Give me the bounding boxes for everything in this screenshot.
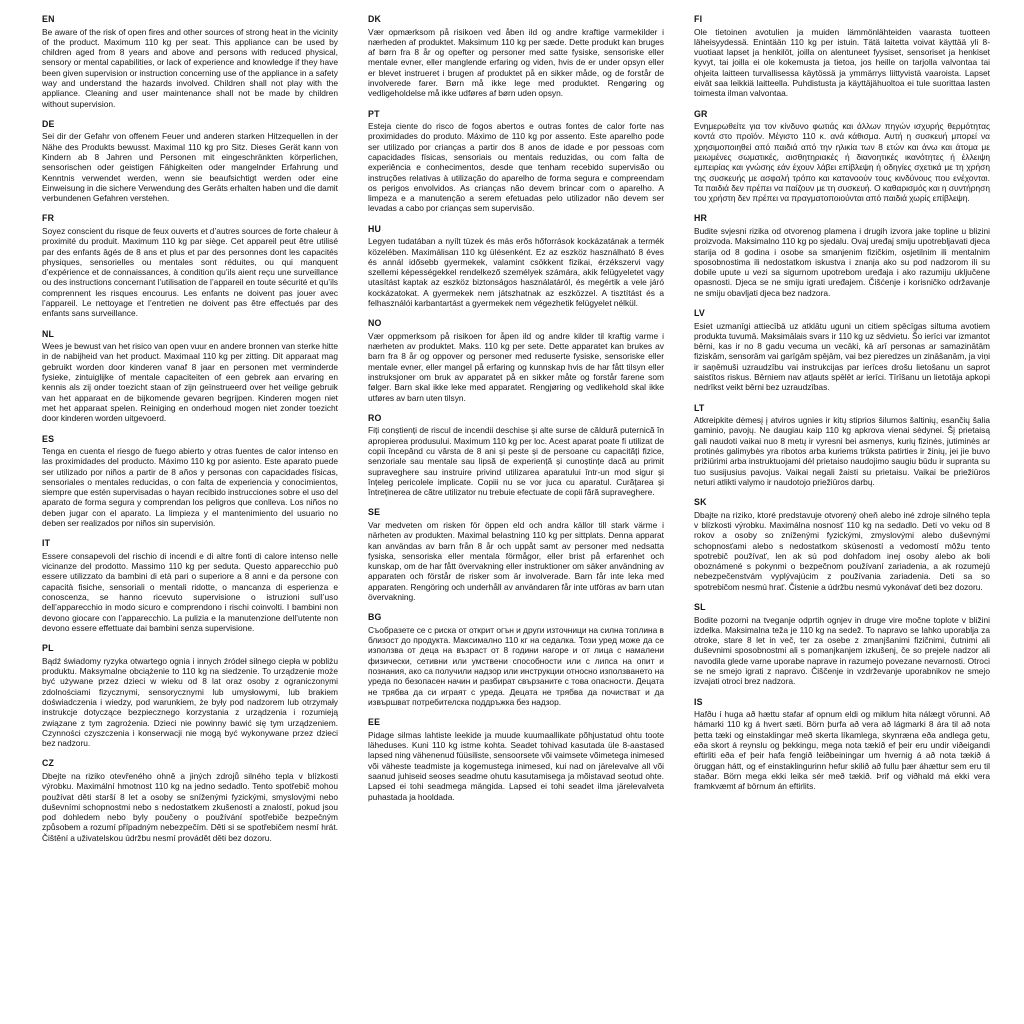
lang-code-heading: PT xyxy=(368,108,380,119)
warning-text: Budite svjesni rizika od otvorenog plamena i drugih izvora jake topline u blizini proizvoda. Maksimalno 110 kg po sjedalu. Ovaj uređaj smiju upotrebljavati djeca starija od 8 godina i osobe sa smanjenim fizičkim, osjetilnim ili mentalnim sposobnostima ili nedostatkom iskustva i znanja ako su pod nadzorom ili su dobile upute u vezi sa sigurnom upotrebom uređaja i ako razumiju uključene opasnosti. Djeca se ne smiju igrati uređajem. Čišćenje i korisničko održavanje ne smiju obavljati djeca bez nadzora. xyxy=(694,225,990,298)
warning-text: Dbajte na riziko, ktoré predstavuje otvorený oheň alebo iné zdroje silného tepla v blízkosti výrobku. Maximálna nosnosť 110 kg na sedadlo. Deti vo veku od 8 rokov a osoby so zníženými fyzickými, zmyslovými alebo duševnými schopnosťami alebo s nedostatkom skúseností a vedomostí môžu tento spotrebič používať, len ak sú pod dohľadom inej osoby alebo ak boli oboznámené s pokynmi o bezpečnom používaní zariadenia, a ak rozumejú nebezpečenstvám vyplývajúcim z používania zariadenia. Deti sa so spotrebičom nesmú hrať. Čistenie a údržbu nesmú vykonávať deti bez dozoru. xyxy=(694,509,990,592)
lang-code-heading: LT xyxy=(694,402,705,413)
lang-section-dk xyxy=(368,14,664,99)
warning-text: Ole tietoinen avotulien ja muiden lämmönlähteiden vaarasta tuotteen läheisyydessä. Enintään 110 kg per istuin. Tätä laitetta voivat käyttää yli 8-vuotiaat lapset ja henkilöt, joilla on alentuneet fyysiset, sensoriset ja henkiset kyvyt, tai joilla ei ole kokemusta ja tietoa, jos heille on tarjolla valvontaa tai ohjeita laitteen turvallisessa käytössä ja ymmärrys liittyvistä vaaroista. Lapset eivät saa leikkiä laitteella. Puhdistusta ja käyttäjähuoltoa ei tule suorittaa lasten toimesta ilman valvontaa. xyxy=(694,26,990,99)
lang-code-heading: GR xyxy=(694,108,708,119)
lang-code-heading: DK xyxy=(368,14,382,24)
lang-section-it xyxy=(42,538,338,633)
lang-section-pl xyxy=(42,643,338,748)
warning-text: Vær oppmerksom på risikoen for åpen ild og andre kilder til kraftig varme i nærheten av produktet. Maks. 110 kg per sete. Dette apparatet kan brukes av barn fra 8 år og oppover og personer med reduserte fysiske, sensoriske eller mentale evner, eller mangel på erfaring og kunnskap hvis de har fått tilsyn eller instruksjoner om bruk av apparatet på en sikker måte og forstår farene som følger. Barn skal ikke leke med apparatet. Rengjøring og vedlikehold skal ikke utføres av barn uten tilsyn. xyxy=(368,330,664,403)
column-1 xyxy=(42,14,338,853)
lang-section-de xyxy=(42,119,338,204)
lang-section-no xyxy=(368,318,664,403)
lang-code-heading: EE xyxy=(368,717,381,728)
lang-section-hu xyxy=(368,224,664,309)
warning-text: Soyez conscient du risque de feux ouverts et d’autres sources de forte chaleur à proximité du produit. Maximum 110 kg par siège. Cet appareil peut être utilisé par des enfants âgés de 8 ans et plus et par des personnes dont les capacités physiques, sensorielles ou mentales sont réduites, ou qui manquent d’expérience et de connaissances, à condition qu’ils aient reçu une surveillance ou des instructions concernant l’utilisation de l’appareil en toute sécurité et qu’ils comprennent les risques encourus. Les enfants ne doivent pas jouer avec l’appareil. Le nettoyage et l’entretien ne doivent pas être effectués par des enfants sans surveillance. xyxy=(42,225,338,319)
lang-code-heading: IS xyxy=(694,696,703,707)
warning-text: Esteja ciente do risco de fogos abertos e outras fontes de calor forte nas proximidades do produto. Máximo de 110 kg por assento. Este aparelho pode ser utilizado por crianças a partir dos 8 anos de idade e por pessoas com capacidades físicas, sensoriais ou mentais reduzidas, ou com falta de experiência e conhecimentos, desde que tenham recebido supervisão ou instruções relativas à utilização do aparelho de forma segura e compreendam os perigos envolvidos. As crianças não devem brincar com o aparelho. A limpeza e a manutenção a serem efetuadas pelo utilizador não devem ser levadas a cabo por crianças sem supervisão. xyxy=(368,121,664,214)
lang-section-en xyxy=(42,14,338,109)
warning-text: Съобразете се с риска от открит огън и други източници на силна топлина в близост до продукта. Максимално 110 кг на седалка. Този уред може да се използва от деца на възраст от 8 години нагоре и от лица с намалени физически, сетивни или умствени способности или с липса на опит и познания, ако са получили надзор или инструкции относно използването на уреда по безопасен начин и разбират свързаните с това опасности. Децата не трябва да си играят с уреда. Децата не трябва да почистват и да извършват потребителска поддръжка без надзор. xyxy=(368,624,664,707)
lang-code-heading: HU xyxy=(368,223,382,234)
lang-code-heading: SE xyxy=(368,507,381,518)
lang-code-heading: FI xyxy=(694,14,703,24)
lang-section-is xyxy=(694,697,990,792)
warning-text: Sei dir der Gefahr von offenem Feuer und anderen starken Hitzequellen in der Nähe des Produkts bewusst. Maximal 110 kg pro Sitz. Dieses Gerät kann von Kindern ab 8 Jahren und Personen mit eingeschränkten körperlichen, sensorischen oder geistigen Fähigkeiten oder mangelnder Erfahrung und Kenntnis verwendet werden, wenn sie beaufsichtigt werden oder eine Einweisung in die sichere Verwendung des Geräts erhalten haben und die damit verbundenen Gefahren verstehen. xyxy=(42,131,338,204)
warning-text: Esiet uzmanīgi attiecībā uz atklātu uguni un citiem spēcīgas siltuma avotiem produkta tuvumā. Maksimālais svars ir 110 kg uz sēdvietu. Šo ierīci var izmantot bērni, kas ir no 8 gadu vecuma un vecāki, kā arī personas ar samazinātām fiziskām, sensorām vai garīgām spējām, vai bez pieredzes un zināšanām, ja viņi ir saņēmuši uzraudzību vai instrukcijas par ierīces drošu lietošanu un saprot saistītos riskus. Bērniem nav atļauts spēlēt ar ierīci. Tīrīšanu un lietotāja apkopi nedrīkst veikt bērni bez uzraudzības. xyxy=(694,320,990,393)
warning-text: Bodite pozorni na tveganje odprtih ognjev in druge vire močne toplote v bližini izdelka. Maksimalna teža je 110 kg na sedež. To napravo se lahko uporablja za otroke, stare 8 let in več, ter za osebe z zmanjšanimi fizičnimi, čutnimi ali duševnimi sposobnostmi ali s pomanjkanjem izkušenj, če so prejele nadzor ali navodila glede varne uporabe naprave in razumejo povezane nevarnosti. Otroci se ne smejo igrati z napravo. Čiščenje in vzdrževanje uporabnikov ne smejo izvajati otroci brez nadzora. xyxy=(694,614,990,687)
lang-code-heading: EN xyxy=(42,14,55,24)
lang-section-lt xyxy=(694,403,990,488)
lang-section-pt xyxy=(368,109,664,214)
lang-code-heading: CZ xyxy=(42,758,55,769)
warning-text: Dbejte na riziko otevřeného ohně a jiných zdrojů silného tepla v blízkosti výrobku. Maximální hmotnost 110 kg na jedno sedadlo. Tento spotřebič mohou používat děti starší 8 let a osoby se sníženými fyzickými, smyslovými nebo duševními schopnostmi nebo s nedostatkem zkušeností a znalostí, pokud jsou pod dohledem nebo byly poučeny o používání spotřebiče bezpečným způsobem a rozumí případným nebezpečím. Děti si se spotřebičem nesmí hrát. Čištění a uživatelskou údržbu nesmí provádět děti bez dozoru. xyxy=(42,770,338,843)
warning-text: Wees je bewust van het risico van open vuur en andere bronnen van sterke hitte in de nabijheid van het product. Maximaal 110 kg per zitting. Dit apparaat mag gebruikt worden door kinderen vanaf 8 jaar en personen met verminderde fysieke, zintuiglijke of mentale capaciteiten of een gebrek aan ervaring en kennis als zij onder toezicht staan of zijn geïnstrueerd over het veilige gebruik van het apparaat en de bijkomende gevaren begrijpen. Kinderen mogen niet met het apparaat spelen. Reiniging en onderhoud mogen niet zonder toezicht door kinderen worden uitgevoerd. xyxy=(42,341,338,424)
warning-text: Hafðu í huga að hættu stafar af opnum eldi og miklum hita nálægt vörunni. Að hámarki 110 kg á hvert sæti. Börn þurfa að vera að lágmarki 8 ára til að nota þetta tæki og einstaklingar með skerta líkamlega, skynræna eða andlega getu, eða skort á reynslu og þekkingu, mega nota tækið ef þeir eru undir viðeigandi eftirliti eða ef þeir hafa fengið leiðbeiningar um hvernig á að nota tækið á öruggan hátt, og ef einstaklingurinn hefur skilið að fullu þær áhættur sem eru til staðar. Börn mega ekki leika sér með tækið. Þrif og viðhald má ekki vera framkvæmt af börnum án eftirlits. xyxy=(694,709,990,792)
lang-code-heading: IT xyxy=(42,538,51,549)
lang-code-heading: BG xyxy=(368,612,382,623)
lang-section-gr xyxy=(694,109,990,204)
lang-section-cz xyxy=(42,758,338,843)
warning-text: Be aware of the risk of open fires and other sources of strong heat in the vicinity of the product. Maximum 110 kg per seat. This appliance can be used by children aged from 8 years and above and persons with reduced physical, sensory or mental capabilities, or lack of experience and knowledge if they have been given supervision or instruction concerning use of the appliance in a safety way and understand the hazards involved. Children shall not play with the appliance. Cleaning and user maintenance shall not be made by children without supervision. xyxy=(42,26,338,109)
lang-section-fi xyxy=(694,14,990,99)
lang-section-sk xyxy=(694,497,990,592)
warning-text: Tenga en cuenta el riesgo de fuego abierto y otras fuentes de calor intenso en las proximidades del producto. Máximo 110 kg por asiento. Este aparato puede ser utilizado por niños a partir de 8 años y personas con capacidades físicas, sensoriales o mentales reducidas, o con falta de experiencia y conocimientos, siempre que estén supervisadas o hayan recibido instrucciones sobre el uso del aparato de forma segura y comprendan los peligros que conlleva. Los niños no deben jugar con el aparato. La limpieza y el mantenimiento del usuario no deben ser realizados por niños sin supervisión. xyxy=(42,446,338,529)
column-3 xyxy=(694,14,990,853)
warning-text: Legyen tudatában a nyílt tüzek és más erős hőforrások kockázatának a termék közelében. Maximálisan 110 kg ülésenként. Ez az eszköz használható 8 éves és annál idősebb gyermekek, valamint csökkent fizikai, érzékszervi vagy szellemi képességekkel rendelkező személyek számára, akik felügyeletet vagy utasítást kaptak az eszköz biztonságos használatáról, és megértik a vele járó kockázatokat. A gyermekek nem játszhatnak az eszközzel. A tisztítást és a felhasználói karbantartást a gyermekek nem végezhetik felügyelet nélkül. xyxy=(368,236,664,309)
lang-section-fr xyxy=(42,213,338,318)
lang-section-hr xyxy=(694,213,990,298)
lang-section-lv xyxy=(694,308,990,393)
lang-code-heading: LV xyxy=(694,308,705,319)
warning-text: Bądź świadomy ryzyka otwartego ognia i innych źródeł silnego ciepła w pobliżu produktu. Maksymalne obciążenie to 110 kg na siedzenie. To urządzenie może być używane przez dzieci w wieku od 8 lat oraz osoby z ograniczonymi zdolnościami fizycznymi, sensorycznymi lub umysłowymi, lub brakiem doświadczenia i wiedzy, pod warunkiem, że były pod nadzorem lub otrzymały instrukcje dotyczące bezpiecznego korzystania z urządzenia i rozumieją związane z tym zagrożenia. Dzieci nie powinny bawić się tym urządzeniem. Czynności czyszczenia i konserwacji nie mogą być wykonywane przez dzieci bez nadzoru. xyxy=(42,655,338,749)
warning-text: Var medveten om risken för öppen eld och andra källor till stark värme i närheten av produkten. Maximal belastning 110 kg per sittplats. Denna apparat kan användas av barn från 8 år och uppåt samt av personer med nedsatta fysiska, sensoriska eller mentala förmågor, eller brist på erfarenhet och kunskap, om de har fått övervakning eller instruktioner om säker användning av apparaten och förstår de risker som är involverade. Barn får inte leka med apparaten. Rengöring och underhåll av användaren får inte utföras av barn utan övervakning. xyxy=(368,519,664,603)
warning-text: Fiți conștienți de riscul de incendii deschise și alte surse de căldură puternică în apropierea produsului. Maximum 110 kg per loc. Acest aparat poate fi utilizat de copii începând cu vârsta de 8 ani și peste și de persoane cu capacități fizice, senzoriale sau mentale sau lipsă de experiență și cunoștințe dacă au primit supraveghere sau instruire privind utilizarea aparatului într-un mod sigur și înțeleg pericolele implicate. Copiii nu se vor juca cu aparatul. Curățarea și întreținerea de către utilizator nu trebuie efectuate de copii fără supraveghere. xyxy=(368,425,664,498)
lang-code-heading: DE xyxy=(42,118,55,129)
lang-section-se xyxy=(368,507,664,602)
lang-section-es xyxy=(42,434,338,529)
column-2 xyxy=(368,14,664,853)
lang-code-heading: NO xyxy=(368,318,382,329)
lang-code-heading: SK xyxy=(694,497,707,508)
lang-section-nl xyxy=(42,329,338,424)
lang-code-heading: FR xyxy=(42,213,55,224)
warning-text: Ενημερωθείτε για τον κίνδυνο φωτιάς και άλλων πηγών ισχυρής θερμότητας κοντά στο προϊόν. Μέγιστο 110 κ. ανά κάθισμα. Αυτή η συσκευή μπορεί να χρησιμοποιηθεί από παιδιά από την ηλικία των 8 ετών και άνω και άτομα με μειωμένες σωματικές, αισθητηριακές ή διανοητικές ικανότητες ή έλλειψη εμπειρίας και γνώσης εάν έχουν λάβει επίβλεψη ή οδηγίες σχετικά με τη χρήση της συσκευής με ασφαλή τρόπο και κατανοούν τους κινδύνους που ενέχονται. Τα παιδιά δεν πρέπει να παίζουν με τη συσκευή. Ο καθαρισμός και η συντήρηση του χρήστη δεν πρέπει να πραγματοποιούνται από παιδιά χωρίς επίβλεψη. xyxy=(694,121,990,204)
lang-code-heading: ES xyxy=(42,433,55,444)
warning-text: Pidage silmas lahtiste leekide ja muude kuumaallikate põhjustatud ohtu toote läheduses. Kuni 110 kg istme kohta. Seadet tohivad kasutada üle 8-aastased lapsed ning vähenenud füüsiliste, sensoorsete või vaimsete võimetega inimesed või väheste teadmiste ja kogemustega inimesed, kui nad on järelevalve all või saanud juhiseid seoses seadme ohutu kasutamisega ja mõistavad seotud ohte. Lapsed ei tohi seadmega mängida. Lapsed ei tohi seadet ilma järelevalveta puhastada ja hooldada. xyxy=(368,729,664,802)
lang-code-heading: NL xyxy=(42,328,55,339)
warning-text: Vær opmærksom på risikoen ved åben ild og andre kraftige varmekilder i nærheden af produktet. Maksimum 110 kg per sæde. Dette produkt kan bruges af børn fra 8 år og opefter og personer med satte fysiske, sensoriske eller mentale evner, eller manglende erfaring og viden, hvis de er under opsyn eller er blevet instrueret i brugen af produktet på en sikker måde, og de forstår de involverede farer. Børn må ikke lege med produktet. Rengøring og vedligeholdelse må ikke udføres af børn uden opsyn. xyxy=(368,26,664,99)
warning-text: Atkreipkite dėmesį į atviros ugnies ir kitų stiprios šilumos šaltinių, esančių šalia gaminio, pavojų. Ne daugiau kaip 110 kg apkrova vienai sėdynei. Šį prietaisą gali naudoti vaikai nuo 8 metų ir vyresni bei asmenys, kurių fizinės, jutiminės ar protinės galimybės yra ribotos arba kuriems trūksta patirties ir žinių, jei jie buvo prižiūrimi arba instruktuojami dėl prietaiso naudojimo saugiu būdu ir supranta su tuo susijusius pavojus. Vaikai negali žaisti su prietaisu. Vaikai be priežiūros neturi atlikti valymo ir naudotojo priežiūros darbų. xyxy=(694,415,990,487)
lang-code-heading: HR xyxy=(694,213,708,224)
lang-code-heading: PL xyxy=(42,643,54,654)
lang-section-ro xyxy=(368,413,664,498)
warning-text: Essere consapevoli del rischio di incendi e di altre fonti di calore intenso nelle vicinanze del prodotto. Massimo 110 kg per seduta. Questo apparecchio può essere utilizzato da bambini di età pari o superiore a 8 anni e da persone con capacità fisiche, sensoriali o mentali ridotte, o mancanza di esperienza e conoscenza, se hanno ricevuto supervisione o istruzioni sull’uso dell’apparecchio in modo sicuro e comprendono i rischi coinvolti. I bambini non devono giocare con l’apparecchio. La pulizia e la manutenzione dell’utente non devono essere effettuate dai bambini senza supervisione. xyxy=(42,550,338,633)
lang-section-bg xyxy=(368,612,664,707)
lang-code-heading: SL xyxy=(694,602,706,613)
lang-section-ee xyxy=(368,717,664,802)
lang-section-sl xyxy=(694,602,990,687)
lang-code-heading: RO xyxy=(368,412,382,423)
